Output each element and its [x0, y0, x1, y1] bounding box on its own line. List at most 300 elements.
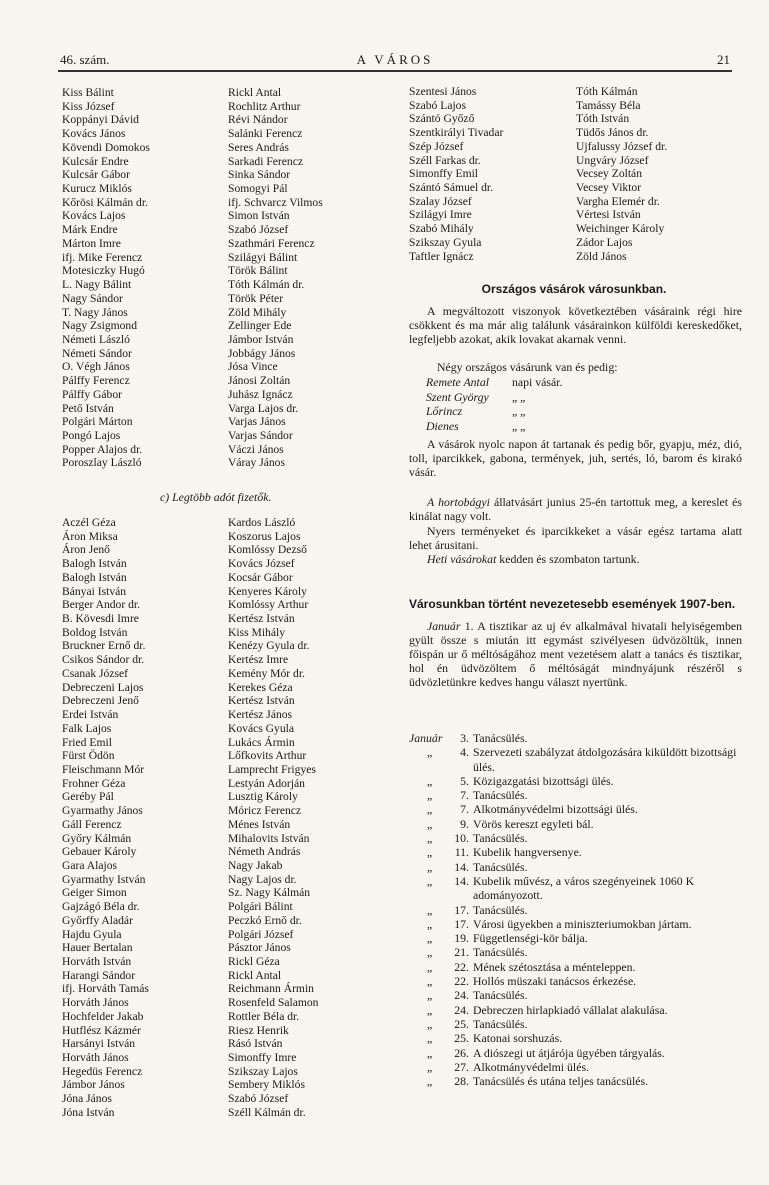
event-month: „ — [427, 1045, 433, 1060]
name-entry: Bruckner Ernő dr. — [62, 639, 146, 653]
name-entry: Seres András — [228, 140, 289, 154]
name-entry: Polgári Márton — [62, 415, 133, 429]
name-entry: Komlóssy Dezső — [228, 543, 307, 557]
name-entry: Szathmári Ferencz — [228, 236, 315, 250]
name-entry: Fürst Ödön — [62, 749, 115, 763]
name-entry: Ménes István — [228, 817, 291, 831]
events-intro-month: Január — [427, 619, 461, 633]
fairs-text-5: Nyers terményeket és iparcikkeket a vásár egész tartama alatt lehet árusitani. — [409, 524, 742, 552]
name-entry: Lamprecht Frigyes — [228, 762, 316, 776]
name-entry: Gara Alajos — [62, 858, 118, 872]
name-entry: Nagy Sándor — [62, 291, 123, 305]
name-entry: Hochfelder Jakab — [62, 1009, 144, 1023]
event-month: „ — [427, 802, 433, 817]
name-entry: Lőfkovits Arthur — [228, 749, 307, 763]
subheading-taxpayers: c) Legtöbb adót fizetők. — [160, 490, 272, 504]
name-entry: ifj. Schvarcz Vilmos — [228, 195, 323, 209]
event-day: 28. — [454, 1074, 469, 1089]
name-entry: Popper Alajos dr. — [62, 442, 143, 456]
name-entry: Hegedüs Ferencz — [62, 1064, 143, 1078]
name-entry: Hauer Bertalan — [62, 941, 133, 955]
names-column-d — [228, 516, 318, 1120]
event-text: Vörös kereszt egyleti bál. — [473, 816, 594, 831]
name-entry: Nagy Zsigmond — [62, 319, 138, 333]
fairs-paragraph-3 — [409, 437, 742, 479]
event-month: Január — [409, 731, 443, 745]
name-entry: Balogh István — [62, 557, 127, 571]
event-day: 4. — [460, 745, 469, 760]
name-entry: Váray János — [228, 456, 285, 470]
name-entry: Szilágyi Bálint — [228, 250, 298, 264]
name-entry: Áron Jenő — [62, 543, 110, 557]
name-entry: Váczi János — [228, 442, 284, 456]
events-section-title: Városunkban történt nevezetesebb események 1907-ben. — [409, 597, 736, 611]
fair-label: napi vásár. — [512, 375, 563, 389]
name-entry: Fleischmann Mór — [62, 762, 145, 776]
event-day: 10. — [454, 831, 469, 846]
name-entry: Szabó Lajos — [409, 98, 466, 112]
event-text: Tanácsülés. — [473, 831, 528, 846]
name-entry: Erdei István — [62, 708, 119, 722]
name-entry: ifj. Mike Ferencz — [62, 250, 143, 264]
name-entry: Debreczeni Jenő — [62, 694, 139, 708]
name-entry: Jánosi Zoltán — [228, 374, 291, 388]
fair-label: „ „ — [512, 418, 526, 433]
name-entry: Szabó József — [228, 223, 289, 237]
name-entry: Rickl Antal — [228, 968, 282, 982]
event-month: „ — [427, 873, 433, 888]
name-entry: Zöld János — [576, 249, 627, 263]
event-day: 11. — [454, 845, 469, 860]
event-text: Szervezeti szabályzat átdolgozására kiküldött bizottsági ülés. — [473, 745, 737, 774]
event-text: Tanácsülés. — [473, 945, 528, 960]
name-entry: Kocsár Gábor — [228, 570, 293, 584]
fair-name: Lőrincz — [426, 404, 463, 418]
fair-label: „ „ — [512, 389, 526, 404]
name-entry: Sarkadi Ferencz — [228, 154, 304, 168]
name-entry: Sembery Miklós — [228, 1078, 305, 1092]
event-entry — [409, 731, 744, 745]
name-entry: Jósa Vince — [228, 360, 278, 374]
fairs-text-6-italic: Heti vásárokat — [427, 552, 497, 566]
fairs-section-title: Országos vásárok városunkban. — [481, 282, 667, 296]
name-entry: Reichmann Ármin — [228, 982, 314, 996]
name-entry: Zádor Lajos — [576, 235, 633, 249]
name-entry: Kiss Bálint — [62, 86, 114, 99]
fairs-text-6-rest: kedden és szombaton tartunk. — [496, 552, 640, 566]
event-entry — [409, 1003, 744, 1017]
event-day: 21. — [454, 945, 469, 960]
event-entry — [409, 817, 744, 831]
header-rule — [58, 70, 732, 72]
fairs-paragraph-5 — [409, 524, 742, 552]
event-entry — [409, 802, 744, 816]
name-entry: Berger Andor dr. — [62, 598, 141, 612]
name-entry: Pető István — [62, 401, 114, 415]
name-entry: Jóna János — [62, 1092, 112, 1106]
event-text: Tanácsülés. — [473, 988, 528, 1003]
event-month: „ — [427, 859, 433, 874]
event-entry — [409, 1017, 744, 1031]
event-text: Városi ügyekben a miniszteriumokban jártam. — [473, 916, 692, 931]
event-text: Tanácsülés. — [473, 1016, 528, 1031]
name-entry: Széll Kálmán dr. — [228, 1105, 306, 1119]
event-entry — [409, 831, 744, 845]
name-entry: Gyarmathy János — [62, 804, 143, 818]
name-entry: ifj. Horváth Tamás — [62, 982, 149, 996]
name-entry: Rickl Géza — [228, 955, 280, 968]
events-list — [409, 731, 744, 1088]
name-entry: Tóth Kálmán — [576, 85, 638, 98]
name-entry: Németi László — [62, 332, 130, 346]
event-text: Függetlenségi-kör bálja. — [473, 931, 588, 946]
event-entry — [409, 1031, 744, 1045]
fairs-text-3: A vásárok nyolc napon át tartanak és pedig bőr, gyapju, méz, dió, toll, iparcikkek, gabona, termények, juh, sertés, ló, barom és kirakó vásár. — [409, 437, 742, 479]
event-text: Tanácsülés. — [473, 859, 528, 874]
name-entry: Kerekes Géza — [228, 680, 293, 694]
event-entry — [409, 903, 744, 917]
name-entry: Gajzágó Béla dr. — [62, 900, 140, 914]
name-entry: Rosenfeld Salamon — [228, 996, 319, 1010]
event-month: „ — [427, 1031, 433, 1046]
name-entry: Kemény Mór dr. — [228, 666, 305, 680]
name-entry: Geiger Simon — [62, 886, 127, 900]
name-entry: Kulcsár Gábor — [62, 168, 130, 182]
name-entry: Nagy Lajos dr. — [228, 872, 297, 886]
name-entry: Tamássy Béla — [576, 98, 641, 112]
name-entry: Kenézy Gyula dr. — [228, 639, 310, 653]
name-entry: Horváth István — [62, 955, 132, 968]
name-entry: Tóth István — [576, 112, 630, 126]
name-entry: Kövendi Domokos — [62, 140, 150, 154]
name-entry: Kurucz Miklós — [62, 182, 132, 196]
name-entry: Török Bálint — [228, 264, 288, 278]
event-entry — [409, 745, 744, 774]
name-entry: Rottler Béla dr. — [228, 1009, 300, 1023]
name-entry: Pálffy Ferencz — [62, 374, 130, 388]
name-entry: Peczkó Ernő dr. — [228, 913, 302, 927]
name-entry: Kertész János — [228, 708, 293, 722]
fair-entry — [426, 390, 606, 405]
name-entry: Szentesi János — [409, 85, 477, 98]
event-day: 22. — [454, 974, 469, 989]
names-column-c — [62, 516, 149, 1120]
event-day: 14. — [454, 873, 469, 888]
name-entry: Szabó József — [228, 1092, 289, 1106]
event-entry — [409, 860, 744, 874]
name-entry: Nagy Jakab — [228, 858, 283, 872]
name-entry: Szántó Győző — [409, 112, 475, 126]
name-entry: Szántó Sámuel dr. — [409, 181, 494, 195]
fair-name: Remete Antal — [426, 375, 490, 389]
name-entry: Kiss Mihály — [228, 625, 286, 639]
names-column-e — [409, 85, 503, 263]
name-entry: Salánki Ferencz — [228, 127, 303, 141]
name-entry: Kenyeres Károly — [228, 584, 307, 598]
name-entry: Weichinger Károly — [576, 222, 665, 236]
name-entry: Debreczeni Lajos — [62, 680, 144, 694]
name-entry: Áron Miksa — [62, 529, 118, 543]
name-entry: Mihalovits István — [228, 831, 310, 845]
name-entry: Jámbor István — [228, 332, 294, 346]
issue-number: 46. szám. — [60, 52, 110, 67]
name-entry: Sinka Sándor — [228, 168, 291, 182]
event-text: Tanácsülés és utána teljes tanácsülés. — [473, 1074, 649, 1089]
name-entry: Rickl Antal — [228, 86, 282, 99]
name-entry: Szilágyi Imre — [409, 208, 472, 222]
event-day: 7. — [460, 788, 469, 803]
name-entry: Kovács József — [228, 557, 295, 571]
fairs-list — [426, 375, 606, 433]
event-text: Alkotmányvédelmi ülés. — [473, 1059, 589, 1074]
name-entry: Simon István — [228, 209, 290, 223]
fair-entry — [426, 375, 606, 390]
event-month: „ — [427, 931, 433, 946]
name-entry: Aczél Géza — [62, 516, 116, 529]
event-entry — [409, 945, 744, 959]
fair-entry — [426, 419, 606, 434]
events-intro-rest: 1. A tisztikar az uj év alkalmával hivatali helyiségemben gyült össze s miután itt egymást szivélyesen üdvözöltük, innen főispán ur ő méltóságához ment vezetésem alatt a tanács és tisztikar, hol én üdvözöltem ő méltóságát mindnyájunk részéről s üdvözletünkre kedves hangu választ nyertünk. — [409, 619, 742, 689]
name-entry: Kiss József — [62, 99, 115, 113]
name-entry: Kertész Imre — [228, 653, 289, 667]
event-entry — [409, 931, 744, 945]
name-entry: Riesz Henrik — [228, 1023, 289, 1037]
names-column-f — [576, 85, 667, 263]
event-month: „ — [427, 845, 433, 860]
name-entry: Sz. Nagy Kálmán — [228, 886, 311, 900]
fairs-text-2: Négy országos vásárunk van és pedig: — [437, 360, 618, 374]
name-entry: Horváth János — [62, 1051, 129, 1065]
event-entry — [409, 974, 744, 988]
name-entry: Ujfalussy József dr. — [576, 139, 668, 153]
name-entry: Kovács János — [62, 127, 126, 141]
name-entry: Harsányi István — [62, 1037, 136, 1051]
name-entry: Juhász Ignácz — [228, 387, 293, 401]
event-day: 3. — [460, 731, 469, 745]
name-entry: Frohner Géza — [62, 776, 126, 790]
event-text: Tanácsülés. — [473, 731, 528, 745]
name-entry: Szikszay Lajos — [228, 1064, 298, 1078]
event-text: Alkotmányvédelmi bizottsági ülés. — [473, 802, 638, 817]
fairs-paragraph-4 — [409, 495, 742, 523]
name-entry: Szikszay Gyula — [409, 235, 482, 249]
event-month: „ — [427, 902, 433, 917]
event-day: 25. — [454, 1016, 469, 1031]
name-entry: Poroszlay László — [62, 456, 142, 470]
name-entry: Gyarmathy István — [62, 872, 146, 886]
event-month: „ — [427, 745, 433, 760]
fairs-text-4-rest: állatvásárt junius 25-én tartottuk meg, a kereslet és kinálat nagy volt. — [409, 495, 742, 523]
event-day: 24. — [454, 1002, 469, 1017]
name-entry: Márk Endre — [62, 223, 118, 237]
name-entry: Kertész István — [228, 694, 295, 708]
name-entry: Győrffy Aladár — [62, 913, 133, 927]
event-text: Katonai sorshuzás. — [473, 1031, 563, 1046]
fairs-paragraph-2 — [409, 360, 742, 374]
event-month: „ — [427, 1016, 433, 1031]
event-month: „ — [427, 816, 433, 831]
name-entry: Révi Nándor — [228, 113, 288, 127]
name-entry: Hutflész Kázmér — [62, 1023, 141, 1037]
name-entry: Jobbágy János — [228, 346, 296, 360]
name-entry: Kovács Lajos — [62, 209, 126, 223]
fairs-text-1: A megváltozott viszonyok következtében vásáraink régi hire csökkent és ma már alig találunk vásárainkon külföldi kereskedőket, legfeljebb azokat, akik lovakat akarnak venni. — [409, 304, 742, 346]
name-entry: Zöld Mihály — [228, 305, 287, 319]
name-entry: Kovács Gyula — [228, 721, 295, 735]
name-entry: Zellinger Ede — [228, 319, 292, 333]
event-text: Hollós müszaki tanácsos érkezése. — [473, 974, 637, 989]
page-number: 21 — [717, 52, 730, 67]
name-entry: Vecsey Zoltán — [576, 167, 642, 181]
fairs-text-4-italic: A hortobágyi — [427, 495, 490, 509]
name-entry: Szentkirályi Tivadar — [409, 126, 504, 140]
event-day: 19. — [454, 931, 469, 946]
name-entry: Tóth Kálmán dr. — [228, 278, 305, 292]
page-header — [60, 52, 730, 70]
fairs-paragraph-1 — [409, 304, 742, 346]
event-day: 17. — [454, 902, 469, 917]
event-month: „ — [427, 788, 433, 803]
name-entry: Gáll Ferencz — [62, 817, 122, 831]
name-entry: Varga Lajos dr. — [228, 401, 299, 415]
name-entry: Koppányi Dávid — [62, 113, 139, 127]
fair-entry — [426, 404, 606, 419]
event-text: Debreczen hirlapkiadó vállalat alakulása. — [473, 1002, 668, 1017]
event-entry — [409, 788, 744, 802]
name-entry: Geréby Pál — [62, 790, 114, 804]
events-intro-text — [409, 619, 742, 689]
name-entry: Szép József — [409, 139, 464, 153]
journal-title: A VÁROS — [356, 52, 434, 67]
event-entry — [409, 1060, 744, 1074]
name-entry: Kertész István — [228, 612, 295, 626]
name-entry: Kőrösi Kálmán dr. — [62, 195, 148, 209]
name-entry: Falk Lajos — [62, 721, 112, 735]
name-entry: Komlóssy Arthur — [228, 598, 309, 612]
name-entry: Horváth János — [62, 996, 129, 1010]
name-entry: Csikos Sándor dr. — [62, 653, 145, 667]
event-text: Kubelik hangversenye. — [473, 845, 582, 860]
event-month: „ — [427, 831, 433, 846]
event-text: Mének szétosztása a ménteleppen. — [473, 959, 636, 974]
name-entry: Vargha Elemér dr. — [576, 194, 660, 208]
name-entry: L. Nagy Bálint — [62, 278, 132, 292]
name-entry: Jóna István — [62, 1105, 115, 1119]
fair-label: „ „ — [512, 404, 526, 418]
name-entry: Harangi Sándor — [62, 968, 136, 982]
name-entry: Rásó István — [228, 1037, 283, 1051]
event-entry — [409, 774, 744, 788]
name-entry: Lukács Ármin — [228, 735, 295, 749]
event-text: A diószegi ut átjárója ügyében tárgyalás. — [473, 1045, 665, 1060]
name-entry: Motesiczky Hugó — [62, 264, 145, 278]
event-month: „ — [427, 1002, 433, 1017]
event-day: 27. — [454, 1059, 469, 1074]
name-entry: Vecsey Viktor — [576, 181, 642, 195]
fairs-text-4 — [409, 495, 742, 523]
event-text: Kubelik művész, a város szegényeinek 1060 K adományozott. — [473, 873, 695, 903]
event-day: 26. — [454, 1045, 469, 1060]
event-month: „ — [427, 773, 433, 788]
name-entry: Varjas János — [228, 415, 286, 429]
event-text: Tanácsülés. — [473, 788, 528, 803]
name-entry: Bányai István — [62, 584, 127, 598]
event-day: 14. — [454, 859, 469, 874]
event-month: „ — [427, 1059, 433, 1074]
name-entry: Csanak József — [62, 666, 129, 680]
names-column-b — [228, 86, 323, 470]
fair-name: Dienes — [426, 418, 459, 433]
name-entry: Gebauer Károly — [62, 845, 137, 859]
name-entry: Somogyi Pál — [228, 182, 288, 196]
event-day: 22. — [454, 959, 469, 974]
name-entry: T. Nagy János — [62, 305, 128, 319]
event-month: „ — [427, 916, 433, 931]
event-day: 5. — [460, 773, 469, 788]
name-entry: Vértesi István — [576, 208, 641, 222]
name-entry: Polgári Bálint — [228, 900, 293, 914]
event-entry — [409, 874, 744, 903]
name-entry: Márton Imre — [62, 236, 121, 250]
name-entry: Kulcsár Endre — [62, 154, 129, 168]
name-entry: Németi Sándor — [62, 346, 132, 360]
name-entry: Szabó Mihály — [409, 222, 474, 236]
event-text: Közigazgatási bizottsági ülés. — [473, 773, 614, 788]
name-entry: Németh András — [228, 845, 301, 859]
event-month: „ — [427, 945, 433, 960]
name-entry: Hajdu Gyula — [62, 927, 122, 941]
name-entry: Varjas Sándor — [228, 428, 293, 442]
name-entry: Lusztig Károly — [228, 790, 298, 804]
event-month: „ — [427, 974, 433, 989]
event-entry — [409, 988, 744, 1002]
name-entry: Koszorus Lajos — [228, 529, 301, 543]
event-day: 7. — [460, 802, 469, 817]
event-entry — [409, 960, 744, 974]
name-entry: Tüdős János dr. — [576, 126, 649, 140]
fair-name: Szent György — [426, 389, 489, 404]
event-day: 9. — [460, 816, 469, 831]
name-entry: Ungváry József — [576, 153, 649, 167]
name-entry: Simonffy Imre — [228, 1051, 297, 1065]
name-entry: Jámbor János — [62, 1078, 125, 1092]
event-month: „ — [427, 1074, 433, 1089]
event-month: „ — [427, 959, 433, 974]
name-entry: Simonffy Emil — [409, 167, 479, 181]
event-entry — [409, 1074, 744, 1088]
name-entry: Balogh István — [62, 570, 127, 584]
name-entry: Török Péter — [228, 291, 284, 305]
name-entry: Széll Farkas dr. — [409, 153, 481, 167]
name-entry: Rochlitz Arthur — [228, 99, 301, 113]
name-entry: Lestyán Adorján — [228, 776, 305, 790]
name-entry: Pásztor János — [228, 941, 291, 955]
name-entry: Pálffy Gábor — [62, 387, 122, 401]
event-day: 17. — [454, 916, 469, 931]
name-entry: Győry Kálmán — [62, 831, 132, 845]
name-entry: Taftler Ignácz — [409, 249, 474, 263]
fairs-paragraph-6 — [409, 552, 742, 566]
event-day: 24. — [454, 988, 469, 1003]
name-entry: Polgári József — [228, 927, 294, 941]
name-entry: Pongó Lajos — [62, 428, 121, 442]
event-entry — [409, 1046, 744, 1060]
event-month: „ — [427, 988, 433, 1003]
event-entry — [409, 917, 744, 931]
name-entry: Boldog István — [62, 625, 128, 639]
name-entry: Szalay József — [409, 194, 472, 208]
name-entry: B. Kövesdi Imre — [62, 612, 139, 626]
